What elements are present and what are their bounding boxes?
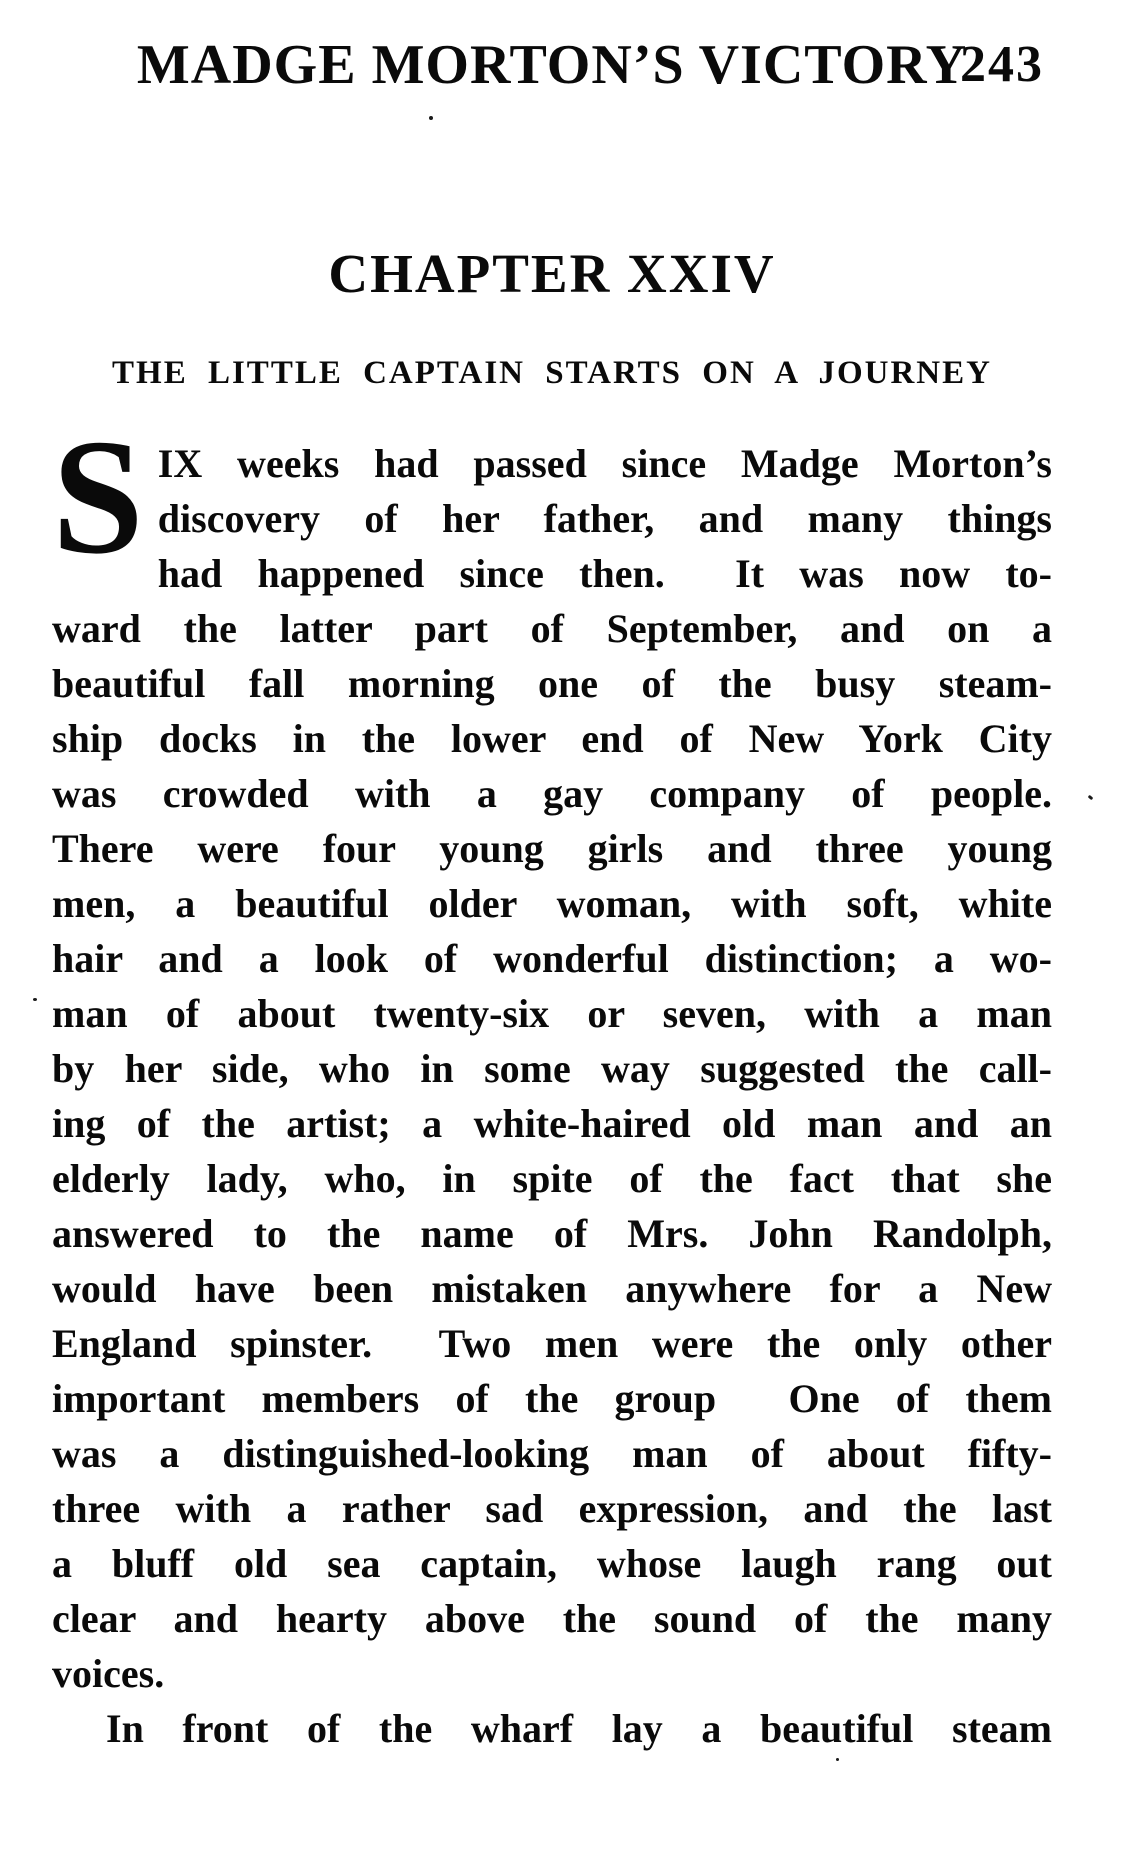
text-line: men, a beautiful older woman, with soft, white — [52, 881, 1052, 926]
text-line: had happened since then. It was now to- — [157, 551, 1052, 596]
body-text — [52, 405, 1052, 1756]
text-line: discovery of her father, and many things — [157, 496, 1052, 541]
running-head-title: MADGE MORTON’S VICTORY — [136, 34, 968, 96]
text-line: hair and a look of wonderful distinction; a wo- — [52, 936, 1052, 981]
text-line: ship docks in the lower end of New York City — [52, 716, 1052, 761]
text-line: ward the latter part of September, and on a — [52, 606, 1052, 651]
chapter-subtitle: THE LITTLE CAPTAIN STARTS ON A JOURNEY — [112, 355, 992, 391]
text-line: by her side, who in some way suggested the call- — [52, 1046, 1052, 1091]
text-line: ing of the artist; a white-haired old man and an — [52, 1101, 1052, 1146]
drop-cap: S — [52, 405, 144, 588]
paragraph-1 — [52, 405, 1052, 1701]
scan-speck — [33, 998, 37, 1001]
text-line: three with a rather sad expression, and the last — [52, 1486, 1052, 1531]
text-line: would have been mistaken anywhere for a New — [52, 1266, 1052, 1311]
scan-speck — [429, 116, 433, 120]
text-column — [52, 0, 1052, 1756]
text-line: was a distinguished-looking man of about fifty- — [52, 1431, 1052, 1476]
text-line: answered to the name of Mrs. John Randolph, — [52, 1211, 1052, 1256]
text-line: clear and hearty above the sound of the many — [52, 1596, 1052, 1641]
scan-speck — [1088, 795, 1094, 801]
text-line: elderly lady, who, in spite of the fact that she — [52, 1156, 1052, 1201]
running-head — [52, 36, 1052, 94]
text-line: voices. — [52, 1651, 165, 1696]
paragraph-2 — [52, 1701, 1052, 1756]
text-line: important members of the group One of them — [52, 1376, 1052, 1421]
page-number: 243 — [960, 36, 1044, 93]
scan-speck — [836, 1758, 839, 1761]
text-line: In front of the wharf lay a beautiful steam — [106, 1706, 1052, 1751]
text-line: a bluff old sea captain, whose laugh rang out — [52, 1541, 1052, 1586]
text-line: England spinster. Two men were the only other — [52, 1321, 1052, 1366]
chapter-heading: CHAPTER XXIV — [328, 243, 776, 304]
text-line: was crowded with a gay company of people. — [52, 771, 1052, 816]
text-line: There were four young girls and three young — [52, 826, 1052, 871]
text-line: IX weeks had passed since Madge Morton’s — [157, 441, 1052, 486]
text-line: man of about twenty-six or seven, with a man — [52, 991, 1052, 1036]
text-line: beautiful fall morning one of the busy steam- — [52, 661, 1052, 706]
